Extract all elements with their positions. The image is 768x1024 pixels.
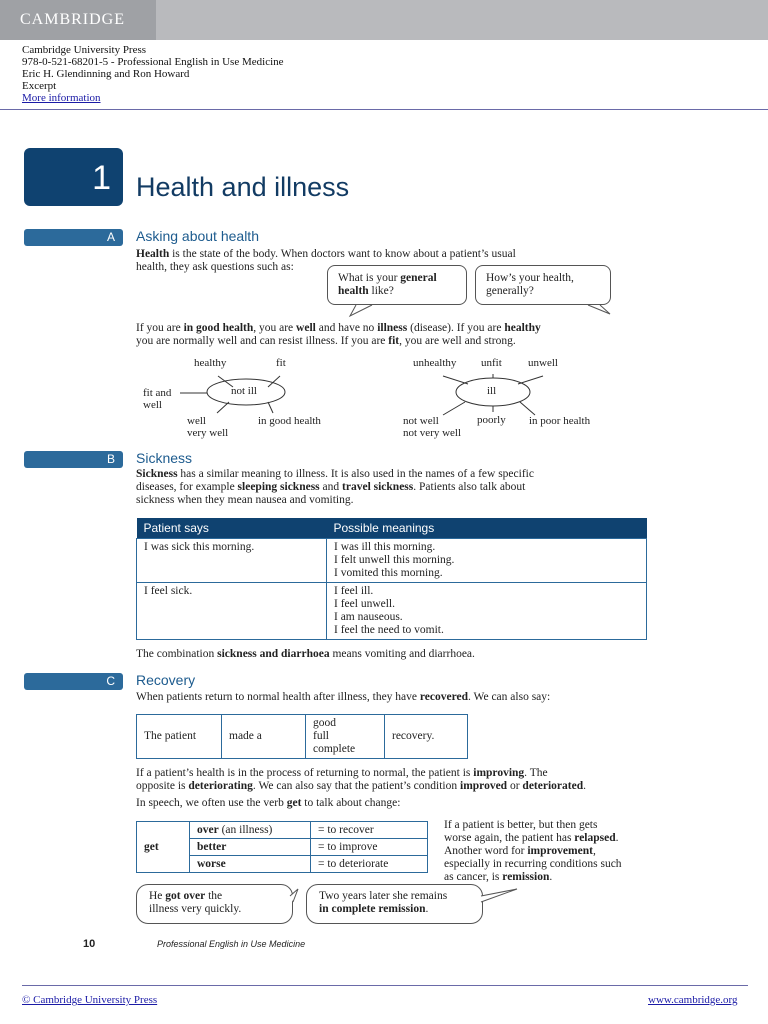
website-link[interactable]: www.cambridge.org xyxy=(648,994,738,1006)
bubble-tails xyxy=(330,300,620,320)
section-a-title: Asking about health xyxy=(136,228,259,244)
book-title-footer: Professional English in Use Medicine xyxy=(157,939,306,949)
diagram-unwell: unwell xyxy=(528,357,558,369)
diagram-well-very-well: well very well xyxy=(187,415,229,439)
table-cell: I was sick this morning. xyxy=(137,539,327,583)
table-cell: = to recover xyxy=(311,822,428,839)
section-c-intro: When patients return to normal health after illness, they have recovered. We can also say: xyxy=(136,691,551,703)
excerpt-line: Excerpt xyxy=(22,80,57,92)
table-cell: = to deteriorate xyxy=(311,856,428,873)
diagram-fit: fit xyxy=(276,357,286,369)
section-b-title: Sickness xyxy=(136,450,193,466)
speech-bubble-general-health: What is your general health like? xyxy=(327,265,467,305)
section-c-title: Recovery xyxy=(136,672,196,688)
diagram-not-well: not well not very well xyxy=(403,415,462,439)
publisher-line: Cambridge University Press xyxy=(22,44,147,56)
diagram-unhealthy: unhealthy xyxy=(413,357,457,369)
section-c-marker: C xyxy=(24,673,123,690)
section-b-marker: B xyxy=(24,451,123,468)
section-c-para-3: In speech, we often use the verb get to talk about change: xyxy=(136,797,401,809)
section-b-para-3: sickness when they mean nausea and vomiting. xyxy=(136,494,354,506)
table-header: Possible meanings xyxy=(327,518,647,539)
table-row xyxy=(137,583,647,640)
diagram-unfit: unfit xyxy=(481,357,502,369)
section-a-intro-1: Health is the state of the body. When doctors want to know about a patient’s usual xyxy=(136,248,516,260)
table-cell: made a xyxy=(222,715,306,759)
relapse-note: If a patient is better, but then gets worse again, the patient has relapsed. Another word for improvement, especially in recurring conditions such as cancer, is remission. xyxy=(444,819,622,883)
speech-bubble-hows-your-health: How’s your health, generally? xyxy=(475,265,611,305)
cambridge-logo: CAMBRIDGE xyxy=(0,0,156,40)
section-a-marker: A xyxy=(24,229,123,246)
table-cell: The patient xyxy=(137,715,222,759)
section-a-intro-2: health, they ask questions such as: xyxy=(136,261,294,273)
isbn-line: 978-0-521-68201-5 - Professional English in Use Medicine xyxy=(22,56,284,68)
table-cell: I was ill this morning. I felt unwell this morning. I vomited this morning. xyxy=(327,539,647,583)
diagram-poorly: poorly xyxy=(477,414,506,426)
bubble-tails-c xyxy=(285,886,525,906)
recovery-table xyxy=(136,714,468,759)
table-cell: good full complete xyxy=(306,715,385,759)
section-c-para-1: If a patient’s health is in the process of returning to normal, the patient is improving. The xyxy=(136,767,548,779)
table-cell: I feel ill. I feel unwell. I am nauseous. I feel the need to vomit. xyxy=(327,583,647,640)
table-cell: = to improve xyxy=(311,839,428,856)
table-cell: get xyxy=(137,822,190,873)
table-cell: worse xyxy=(190,856,311,873)
more-information-link[interactable]: More information xyxy=(22,92,101,104)
table-header: Patient says xyxy=(137,518,327,539)
diagram-healthy: healthy xyxy=(194,357,227,369)
table-row xyxy=(137,539,647,583)
header-divider xyxy=(0,109,768,110)
diagram-not-ill: not ill xyxy=(231,385,257,397)
section-a-para-1: If you are in good health, you are well and have no illness (disease). If you are healthy xyxy=(136,322,541,334)
section-b-para-1: Sickness has a similar meaning to illness. It is also used in the names of a few specific xyxy=(136,468,534,480)
unit-title: Health and illness xyxy=(136,172,350,202)
section-b-para-2: diseases, for example sleeping sickness and travel sickness. Patients also talk about xyxy=(136,481,526,493)
table-cell: recovery. xyxy=(385,715,468,759)
speech-bubble-got-over: He got over the illness very quickly. xyxy=(136,884,293,924)
diagram-in-poor-health: in poor health xyxy=(529,415,591,427)
table-row xyxy=(137,822,428,839)
table-row xyxy=(137,715,468,759)
diagram-ill: ill xyxy=(487,385,497,397)
table-cell: I feel sick. xyxy=(137,583,327,640)
section-a-para-2: you are normally well and can resist illness. If you are fit, you are well and strong. xyxy=(136,335,516,347)
diagram-fit-and-well: fit and well xyxy=(143,387,172,411)
unit-number: 1 xyxy=(24,148,123,206)
page-number: 10 xyxy=(83,938,96,950)
diagram-in-good-health: in good health xyxy=(258,415,321,427)
table-cell: better xyxy=(190,839,311,856)
speech-bubble-remission: Two years later she remains in complete remission. xyxy=(306,884,483,924)
get-table xyxy=(136,821,428,873)
authors-line: Eric H. Glendinning and Ron Howard xyxy=(22,68,190,80)
section-b-after: The combination sickness and diarrhoea means vomiting and diarrhoea. xyxy=(136,648,475,660)
sickness-table xyxy=(136,518,647,640)
table-cell: over (an illness) xyxy=(190,822,311,839)
section-c-para-2: opposite is deteriorating. We can also say that the patient’s condition improved or deteriorated. xyxy=(136,780,586,792)
footer-divider xyxy=(22,985,748,986)
copyright-link[interactable]: © Cambridge University Press xyxy=(22,994,158,1006)
